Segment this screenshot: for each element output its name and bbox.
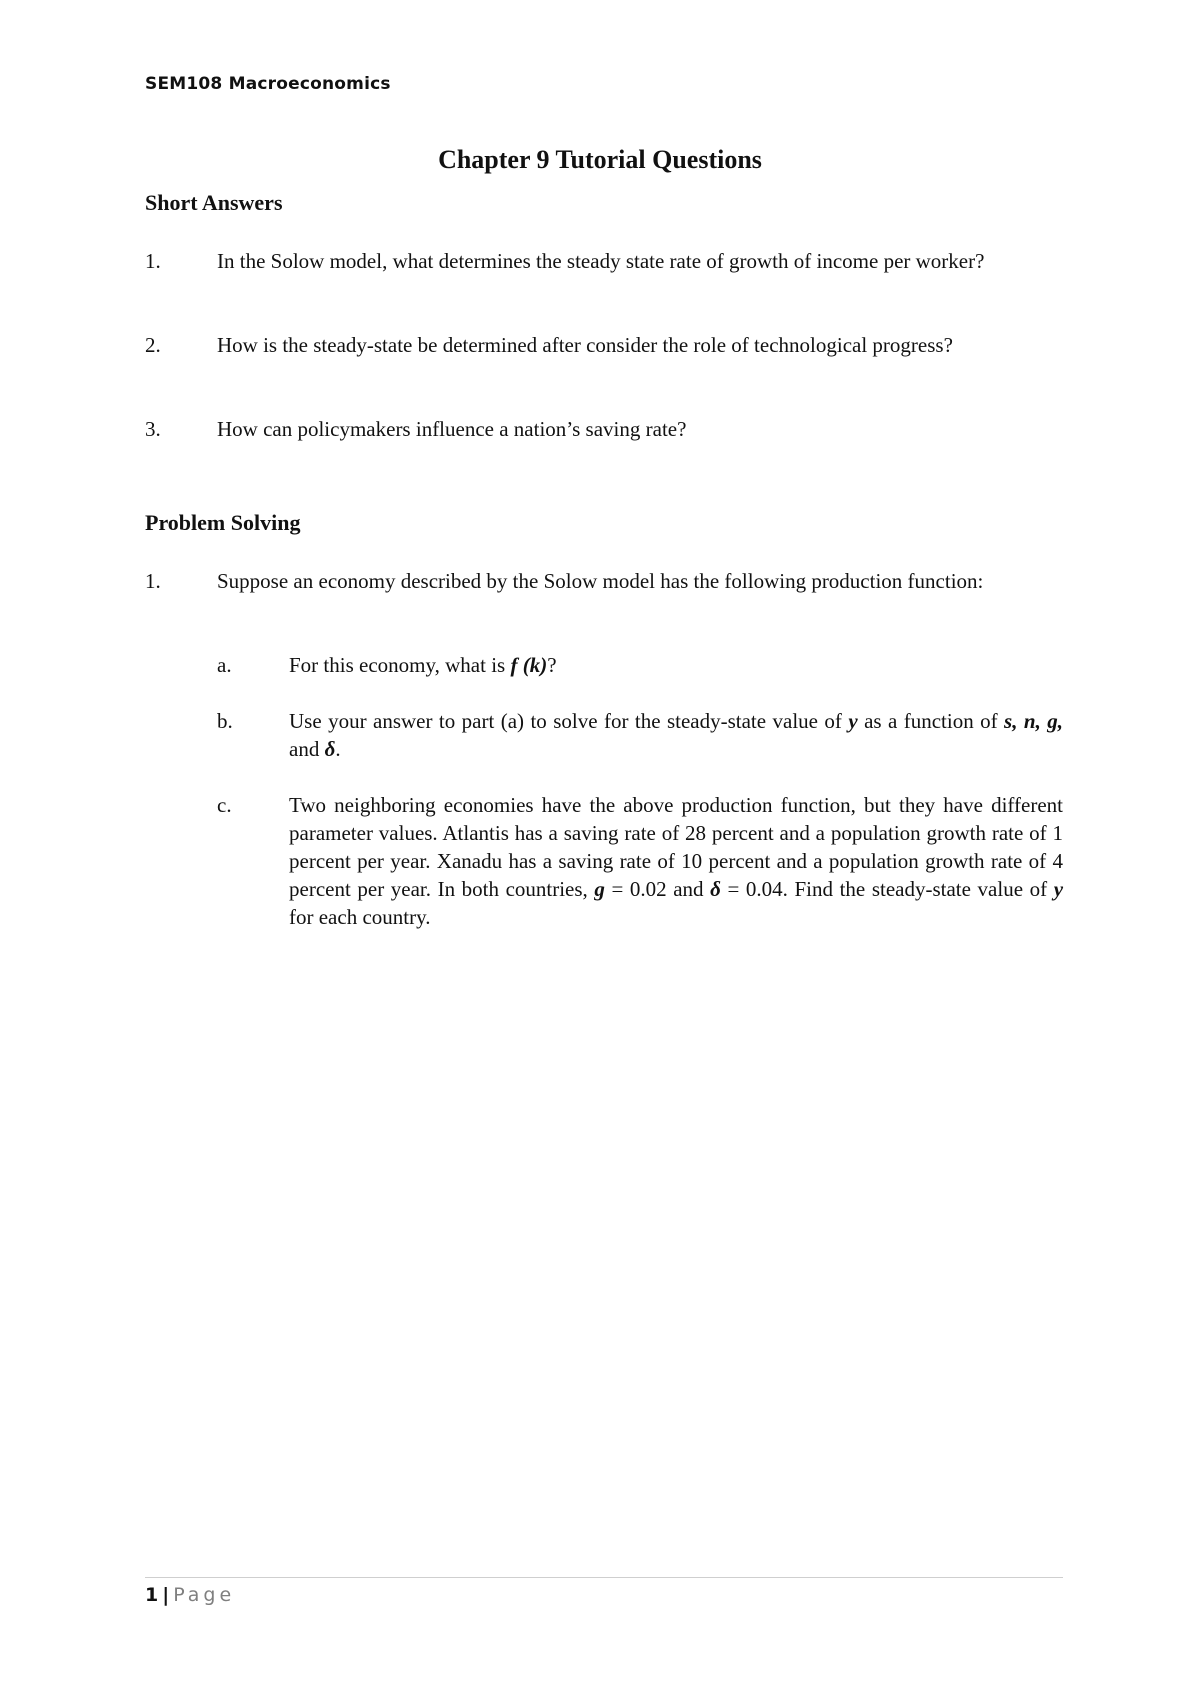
short-answers-heading: Short Answers (145, 190, 283, 215)
question-number: 1. (145, 569, 161, 593)
page-number: 1 (145, 1584, 159, 1606)
fk-expression: f (k) (510, 653, 548, 677)
page-footer (145, 1584, 235, 1606)
question-text: How is the steady-state be determined after consider the role of technological progress? (217, 333, 953, 357)
page-title: Chapter 9 Tutorial Questions (438, 145, 762, 174)
question-text: Suppose an economy described by the Solow model has the following production function: (217, 569, 984, 593)
question-number: 1. (145, 249, 161, 273)
part-letter: c. (217, 793, 232, 817)
problem-solving-heading: Problem Solving (145, 510, 301, 535)
course-header: SEM108 Macroeconomics (145, 74, 391, 94)
part-letter: a. (217, 653, 232, 677)
question-text: In the Solow model, what determines the steady state rate of growth of income per worker? (217, 249, 985, 273)
question-text: How can policymakers influence a nation’s saving rate? (217, 417, 687, 441)
footer-separator: | (162, 1584, 170, 1606)
part-text: Use your answer to part (a) to solve for the steady-state value of y as a function of s, n, g, and δ. (289, 709, 1063, 761)
footer-divider (145, 1577, 1063, 1578)
part-text: Two neighboring economies have the above production function, but they have different parameter values. Atlantis has a saving rate of 28 percent and a population growth rate of 1 percent per year. Xanadu has a saving rate of 10 percent and a population growth rate of 4 percent per year. In both countries, g = 0.02 and δ = 0.04. Find the steady-state value of y for each country. (289, 793, 1064, 929)
part-letter: b. (217, 709, 233, 733)
question-number: 3. (145, 417, 161, 441)
part-text: For this economy, what is f (k)? (289, 653, 557, 677)
page-label: Page (173, 1584, 236, 1606)
question-number: 2. (145, 333, 161, 357)
